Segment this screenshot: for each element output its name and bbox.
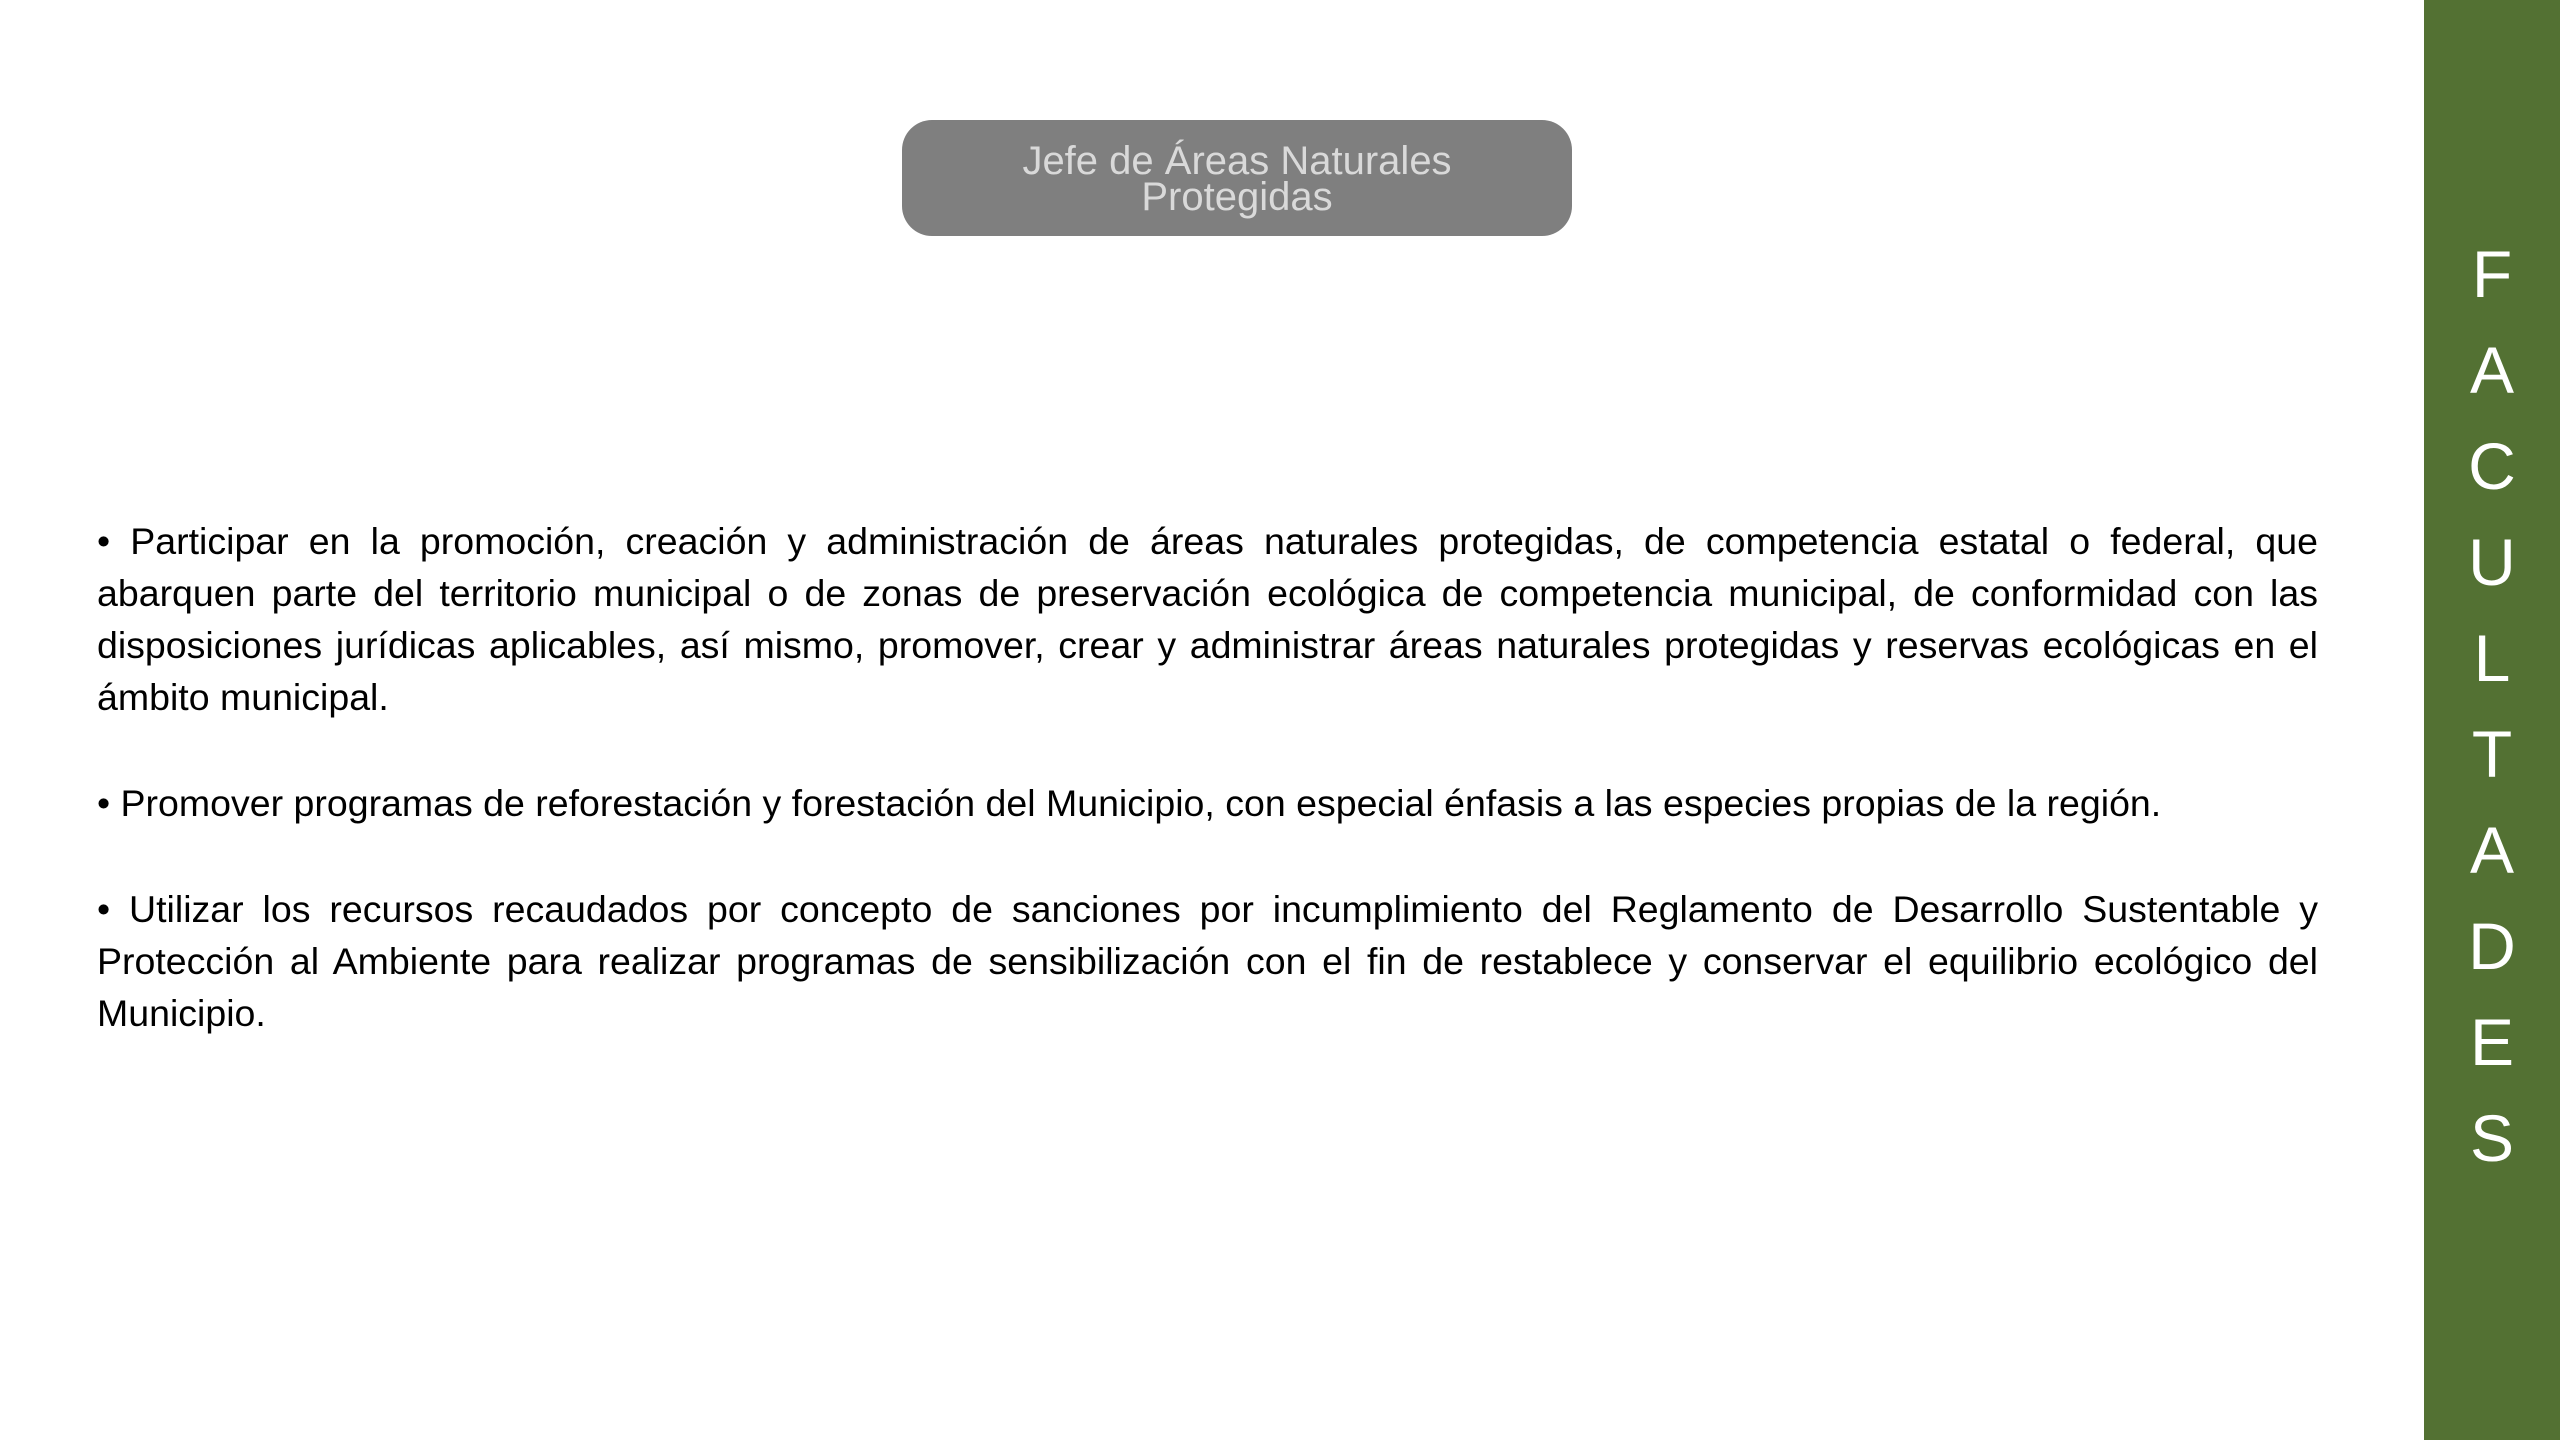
paragraph-2: • Promover programas de reforestación y forestación del Municipio, con especial énfasis a las especies propias de la región.	[97, 782, 2162, 824]
sidebar-letter: T	[2471, 717, 2513, 791]
sidebar-letter: D	[2468, 909, 2516, 983]
page-title: Jefe de Áreas Naturales Protegidas	[1022, 139, 1452, 219]
sidebar-letter: E	[2469, 1005, 2515, 1079]
paragraph-3: • Utilizar los recursos recaudados por concepto de sanciones por incumplimiento del Reglamento de Desarrollo Sustentable y Protección al Ambiente para realizar programas de sensibilización con el fin de restablece y conservar el equilibrio ecológico del Municipio.	[97, 888, 2318, 1034]
sidebar-letter: U	[2468, 525, 2516, 599]
sidebar-letter: L	[2473, 621, 2511, 695]
title-box	[902, 120, 1572, 236]
sidebar-letter: C	[2468, 429, 2516, 503]
sidebar-letter: A	[2469, 813, 2515, 887]
sidebar-letter: A	[2469, 333, 2515, 407]
sidebar-letter: S	[2469, 1101, 2515, 1175]
sidebar	[2424, 0, 2560, 1440]
sidebar-letter: F	[2471, 237, 2513, 311]
sidebar-vertical-label	[2424, 226, 2560, 1186]
paragraph-1: • Participar en la promoción, creación y administración de áreas naturales protegidas, de competencia estatal o federal, que abarquen parte del territorio municipal o de zonas de preservación ecológica de competencia municipal, de conformidad con las disposiciones jurídicas aplicables, así mismo, promover, crear y administrar áreas naturales protegidas y reservas ecológicas en el ámbito municipal.	[97, 520, 2318, 718]
body-text	[97, 515, 2318, 1039]
